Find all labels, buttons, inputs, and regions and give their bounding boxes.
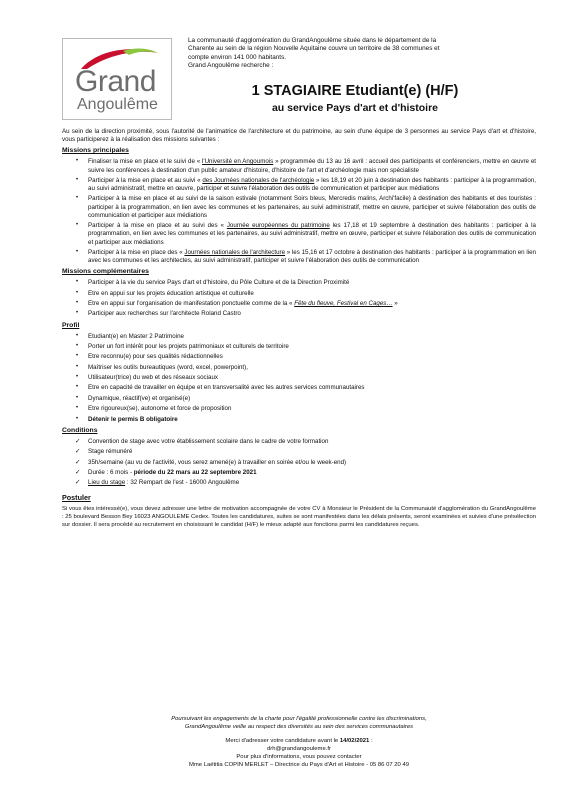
bullet-icon: • xyxy=(76,289,79,296)
postuler-paragraph: Si vous êtes intéressé(e), vous devez adresser une lettre de motivation accompagnée de votre CV à Monsieur le Président de la Communauté d'agglomération du GrandAngoulême : 25 boulevard Besson Bey 16023 ANGOULEME Cedex. Toutes les candidatures, suites se sont manifestées dans les délais présents, seront examinées et suivies d'une présélection sur dossier. Il sera procédé au recrutement en choisissant le candidat (H/F) le mieux adapté aux fonctions parmi les candidatures reçues. xyxy=(62,505,536,528)
list-item: • Utilisateur(trice) du web et des réseaux sociaux xyxy=(76,374,218,382)
list-item: • Etre en appui sur les projets éducation artistique et culturelle xyxy=(76,289,254,297)
bullet-icon: • xyxy=(76,195,79,202)
bullet-icon: • xyxy=(76,222,79,229)
list-item: • Maîtriser les outils bureautiques (word, excel, powerpoint), xyxy=(76,363,248,371)
logo-text-angouleme: Angoulême xyxy=(77,96,158,113)
list-item: ✓ Durée : 6 mois - période du 22 mars au 22 septembre 2021 xyxy=(75,468,257,476)
list-item: ✓ Lieu du stage : 32 Rempart de l'est - 16000 Angoulême xyxy=(75,479,240,487)
bullet-icon: • xyxy=(76,176,79,183)
postuler-heading: Postuler xyxy=(62,493,91,503)
bullet-icon: • xyxy=(76,353,79,360)
list-item: • Etudiant(e) en Master 2 Patrimoine xyxy=(76,332,184,340)
checkmark-icon: ✓ xyxy=(75,468,81,476)
logo-text-grand: Grand xyxy=(75,65,156,98)
list-item: • Participer à la mise en place des « Journées nationales de l'architecture » les 15,16 et 17 octobre à destination des habitants : participer à la programmation en lien avec les communes et les architectes, au suivi administratif, participer et suivre l'élaboration des outils de communication xyxy=(76,248,536,265)
deadline-line: Merci d'adresser votre candidature avant le 14/02/2021 : xyxy=(225,737,373,744)
checkmark-icon: ✓ xyxy=(75,479,81,487)
intro-line: Grand Angoulême recherche : xyxy=(188,61,274,69)
job-title: 1 STAGIAIRE Etudiant(e) (H/F) xyxy=(251,83,459,99)
bullet-icon: • xyxy=(76,300,79,307)
list-item: ✓ 35h/semaine (au vu de l'activité, vous serez amené(e) à travailler en soirée et/ou le week-end) xyxy=(75,458,347,466)
list-item: • Participer à la vie du service Pays d'art et d'histoire, du Pôle Culture et de la Direction Proximité xyxy=(76,279,350,287)
contact-person: Mme Laëtitia COPIN MERLET – Directrice du Pays d'Art et Histoire - 05 86 07 20 49 xyxy=(188,761,410,768)
offer-body xyxy=(62,128,536,530)
complementary-heading: Missions complémentaires xyxy=(62,268,149,276)
lead-paragraph: Au sein de la direction proximité, sous l'autorité de l'animatrice de l'architecture et du patrimoine, au sein d'une équipe de 3 personnes au service Pays d'art et d'histoire, vous participerez à la réalisation des missions suivantes : xyxy=(62,128,536,144)
intro-line: La communauté d'agglomération du GrandAngoulême située dans le département de la xyxy=(188,37,437,44)
list-item: • Etre en capacité de travailler en équipe et en transversalité avec les autres services communautaires xyxy=(76,384,365,392)
list-item: ✓ Stage rémunéré xyxy=(75,448,133,456)
list-item: • Participer à la mise en place et au suivi des « Journée européennes du patrimoine les 17,18 et 19 septembre à destination des habitants : participer à la programmation, en lien avec les communes et les partenaires, au suivi administratif, mettre en œuvre, participer et suivre l'élaboration des outils de communication et participer aux médiations xyxy=(76,222,536,246)
conditions-heading: Conditions xyxy=(62,426,98,434)
list-item: • Porter un fort intérêt pour les projets patrimoniaux et culturels de territoire xyxy=(76,342,289,350)
list-item: • Participer à la mise en place et au suivi « des Journées nationales de l'archéologie » les 18,19 et 20 juin à destination des habitants : participer à la programmation, au suivi administratif, mettre en œuvre, participer et suivre l'élaboration des outils de communication et participer aux médiations xyxy=(76,176,536,193)
grandangouleme-logo xyxy=(62,38,172,120)
bullet-icon: • xyxy=(76,332,79,339)
bullet-icon: • xyxy=(76,248,79,255)
bullet-icon: • xyxy=(76,374,79,381)
deadline-date: 14/02/2021 xyxy=(339,737,370,744)
bullet-icon: • xyxy=(76,394,79,401)
list-item: • Participer aux recherches sur l'architecte Roland Castro xyxy=(76,310,241,318)
job-subtitle: au service Pays d'art et d'histoire xyxy=(271,102,439,114)
list-item: • Etre rigoureux(se), autonome et force de proposition xyxy=(76,405,232,413)
bullet-icon: • xyxy=(76,384,79,391)
bullet-icon: • xyxy=(76,279,79,286)
missions-heading: Missions principales xyxy=(62,147,129,155)
contact-email[interactable]: drh@grandangouleme.fr xyxy=(267,745,331,752)
conditions-list xyxy=(62,438,536,488)
checkmark-icon: ✓ xyxy=(75,448,81,456)
complementary-list xyxy=(62,279,536,318)
info-line: Pour plus d'informations, vous pouvez contacter xyxy=(236,753,362,760)
footer xyxy=(62,716,536,770)
checkmark-icon: ✓ xyxy=(75,458,81,466)
list-item: ✓ Convention de stage avec votre établissement scolaire dans le cadre de votre formation xyxy=(75,437,329,445)
bullet-icon: • xyxy=(76,405,79,412)
list-item: • Participer à la mise en place et au suivi de la saison estivale (notamment Soirs bleus, Mercredis malins, Archi'facile) à destination des habitants et des touristes : participer à la programmation, en lien avec les communes et les partenaires, au suivi administratif, mettre en œuvre, participer et suivre l'élaboration des outils de communication et participer aux médiations xyxy=(76,195,536,219)
diversity-statement: GrandAngoulême veille au respect des diversités au sein des services communautaires xyxy=(184,723,414,730)
list-item: • Etre en appui sur l'organisation de manifestation ponctuelle comme de la « Fête du fleuve, Festival en Cages… » xyxy=(76,300,398,308)
intro-line: compte environ 141 000 habitants. xyxy=(188,53,287,61)
list-item: • Détenir le permis B obligatoire xyxy=(76,415,178,423)
list-item: • Dynamique, réactif(ve) et organisé(e) xyxy=(76,394,191,402)
list-item: • Finaliser la mise en place et le suivi de « l'Université en Angoumois » programmée du 13 au 16 avril : accueil des participants et conférenciers, mettre en œuvre et suivre les conférences à destination d'un public amateur d'histoire, d'histoire de l'art et d'archéologie mais non spécialiste xyxy=(76,158,536,174)
bullet-icon: • xyxy=(76,342,79,349)
checkmark-icon: ✓ xyxy=(75,437,81,445)
bullet-icon: • xyxy=(76,415,79,422)
bullet-icon: • xyxy=(76,310,79,317)
list-item: • Etre reconnu(e) pour ses qualités rédactionnelles xyxy=(76,353,223,361)
profil-heading: Profil xyxy=(62,321,80,329)
profil-list xyxy=(62,333,536,424)
bullet-icon: • xyxy=(76,363,79,370)
bullet-icon: • xyxy=(76,158,79,165)
missions-list xyxy=(62,158,536,265)
intro-paragraph xyxy=(188,37,538,70)
equality-statement: Poursuivant les engagements de la charte pour l'égalité professionnelle contre les discriminations, xyxy=(171,716,427,722)
intro-line: Charente au sein de la région Nouvelle Aquitaine couvre un territoire de 38 communes et xyxy=(188,45,440,53)
